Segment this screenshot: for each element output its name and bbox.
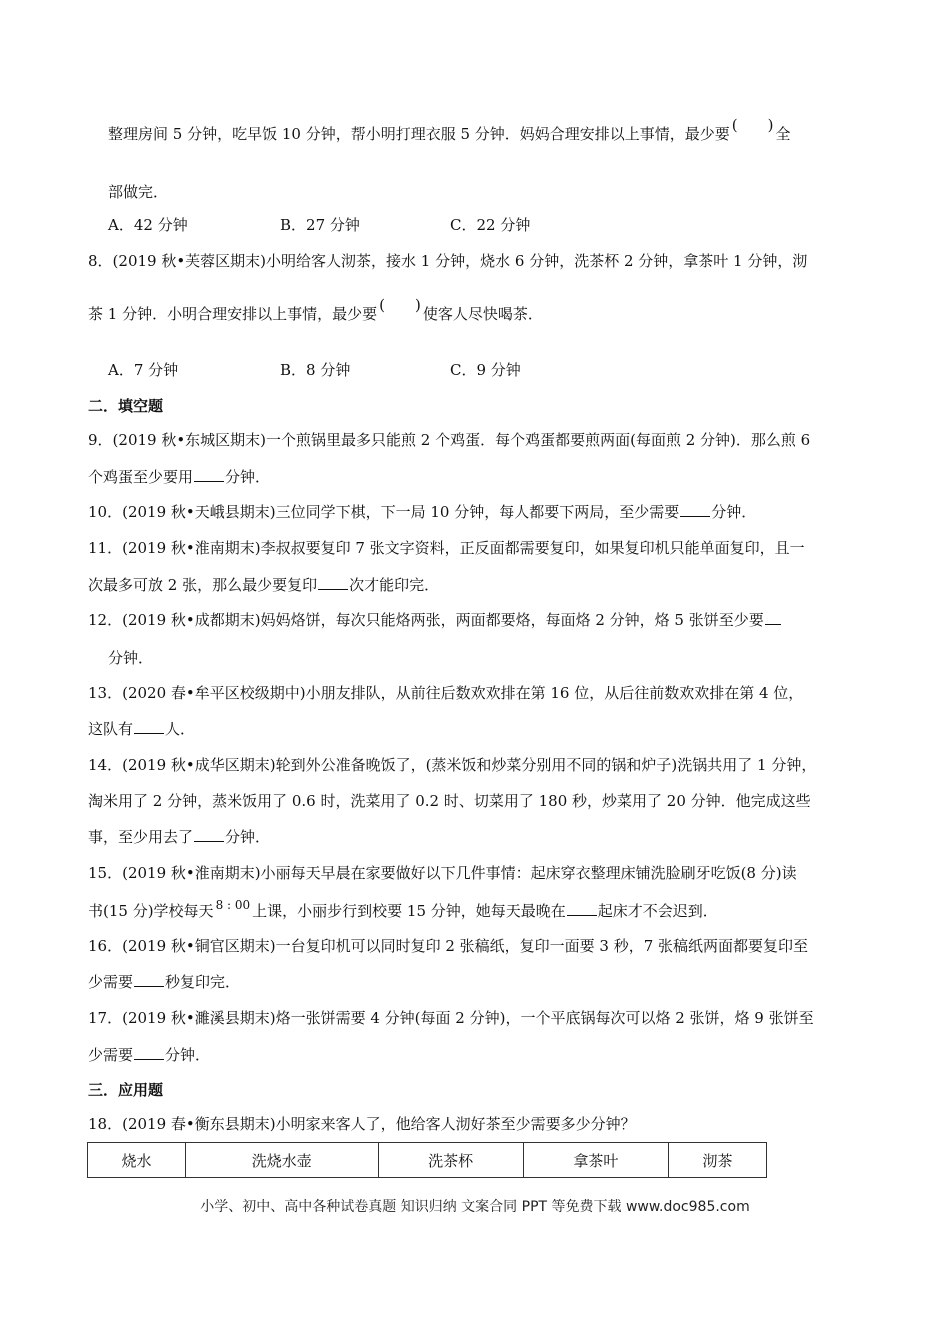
q16-text: 少需要 [88, 973, 134, 991]
q8-line1: 8．(2019 秋•芙蓉区期末)小明给客人沏茶，接水 1 分钟，烧水 6 分钟，洗茶杯 2 分钟，拿茶叶 1 分钟，沏 [88, 252, 808, 270]
q14-answer-blank[interactable] [194, 827, 224, 842]
q17-text: 少需要 [88, 1046, 134, 1064]
q7-option-c[interactable]: C．22 分钟 [450, 216, 531, 234]
page-footer: 小学、初中、高中各种试卷真题 知识归纳 文案合同 PPT 等免费下载 www.doc985.com [200, 1199, 750, 1215]
q7-text-end: 全 [775, 125, 791, 143]
q14-line3 [88, 827, 870, 847]
q7-option-a[interactable]: A．42 分钟 [108, 216, 188, 234]
q8-option-b[interactable]: B．8 分钟 [280, 361, 351, 379]
q8-answer-paren[interactable] [379, 295, 421, 315]
q18-task-table [87, 1142, 767, 1178]
q8-options [108, 360, 870, 380]
table-cell-wash-kettle: 洗烧水壶 [185, 1143, 378, 1178]
q8-option-c[interactable]: C．9 分钟 [450, 361, 521, 379]
table-cell-boil-water: 烧水 [88, 1143, 186, 1178]
section-fill-in: 二．填空题 [88, 397, 164, 415]
q7-paren-open: ( [731, 116, 738, 134]
q11-answer-blank[interactable] [318, 575, 348, 590]
q17-line1: 17．(2019 秋•濉溪县期末)烙一张饼需要 4 分钟(每面 2 分钟)，一个平底锅每次可以烙 2 张饼，烙 9 张饼至 [88, 1009, 814, 1027]
q9-line2 [88, 467, 870, 487]
q16-line1: 16．(2019 秋•铜官区期末)一台复印机可以同时复印 2 张稿纸，复印一面要 3 秒，7 张稿纸两面都要复印至 [88, 937, 809, 955]
q15-text-mid: 上课，小丽步行到校要 15 分钟，她每天最晚在 [252, 902, 566, 920]
q14-text-end: 分钟． [225, 828, 271, 846]
q12-text: 12．(2019 秋•成都期末)妈妈烙饼，每次只能烙两张，两面都要烙，每面烙 2 分钟，烙 5 张饼至少要 [88, 611, 764, 629]
q11-line2 [88, 575, 870, 595]
q15-text: 书(15 分)学校每天 [88, 902, 214, 920]
q10-text: 10．(2019 秋•天峨县期末)三位同学下棋，下一局 10 分钟，每人都要下两局，至少需要 [88, 503, 680, 521]
q8-line2 [88, 296, 870, 324]
q7-line1 [108, 116, 870, 144]
q16-text-end: 秒复印完． [165, 973, 241, 991]
q13-line1: 13．(2020 春•牟平区校级期中)小朋友排队，从前往后数欢欢排在第 16 位，从后往前数欢欢排在第 4 位， [88, 684, 804, 702]
q7-text: 整理房间 5 分钟，吃早饭 10 分钟，帮小明打理衣服 5 分钟．妈妈合理安排以上事情，最少要 [108, 125, 730, 143]
q12-line1 [88, 610, 870, 630]
q9-text: 个鸡蛋至少要用 [88, 468, 194, 486]
q8-paren-close: ) [414, 296, 421, 314]
q8-option-a[interactable]: A．7 分钟 [108, 361, 179, 379]
section-application: 三．应用题 [88, 1081, 164, 1099]
q13-answer-blank[interactable] [134, 719, 164, 734]
q10-text-end: 分钟． [711, 503, 757, 521]
q17-answer-blank[interactable] [134, 1045, 164, 1060]
q7-option-b[interactable]: B．27 分钟 [280, 216, 360, 234]
table-cell-wash-cups: 洗茶杯 [378, 1143, 523, 1178]
q16-line2 [88, 972, 870, 992]
q11-line1: 11．(2019 秋•淮南期末)李叔叔要复印 7 张文字资料，正反面都需要复印，如果复印机只能单面复印，且一 [88, 539, 805, 557]
q10-line [88, 502, 870, 522]
q8-text-end: 使客人尽快喝茶． [422, 305, 543, 323]
q13-text: 这队有 [88, 720, 134, 738]
q15-time-label: 8 : 00 [215, 898, 251, 912]
q11-text-end: 次才能印完． [349, 576, 440, 594]
q14-text: 事，至少用去了 [88, 828, 194, 846]
q9-line1: 9．(2019 秋•东城区期末)一个煎锅里最多只能煎 2 个鸡蛋．每个鸡蛋都要煎两面(每面煎 2 分钟)．那么煎 6 [88, 431, 811, 449]
q15-text-end: 起床才不会迟到． [597, 902, 718, 920]
q16-answer-blank[interactable] [134, 972, 164, 987]
q8-text: 茶 1 分钟．小明合理安排以上事情，最少要 [88, 305, 378, 323]
q11-text: 次最多可放 2 张，那么最少要复印 [88, 576, 318, 594]
table-cell-get-tea: 拿茶叶 [523, 1143, 668, 1178]
q9-text-end: 分钟． [225, 468, 271, 486]
q7-line2: 部做完． [108, 183, 169, 201]
q15-line1: 15．(2019 秋•淮南期末)小丽每天早晨在家要做好以下几件事情：起床穿衣整理床铺洗脸刷牙吃饭(8 分)读 [88, 864, 797, 882]
q15-answer-blank[interactable] [567, 901, 597, 916]
q18-line: 18．(2019 春•衡东县期末)小明家来客人了，他给客人沏好茶至少需要多少分钟？ [88, 1115, 636, 1133]
q13-line2 [88, 719, 870, 739]
q14-line1: 14．(2019 秋•成华区期末)轮到外公准备晚饭了，(蒸米饭和炒菜分别用不同的锅和炉子)洗锅共用了 1 分钟， [88, 756, 817, 774]
q12-line2: 分钟． [108, 649, 154, 667]
q17-text-end: 分钟． [165, 1046, 211, 1064]
q12-answer-blank[interactable] [765, 610, 781, 625]
q7-paren-close: ) [767, 116, 774, 134]
q15-line2 [88, 898, 870, 922]
q9-answer-blank[interactable] [194, 467, 224, 482]
q17-line2 [88, 1045, 870, 1065]
q8-paren-open: ( [379, 296, 385, 314]
q10-answer-blank[interactable] [680, 502, 710, 517]
q13-text-end: 人． [165, 720, 196, 738]
table-cell-make-tea: 沏茶 [669, 1143, 767, 1178]
q7-answer-paren[interactable] [732, 115, 774, 135]
table-row [88, 1143, 767, 1178]
q7-options [108, 215, 870, 235]
q14-line2: 淘米用了 2 分钟，蒸米饭用了 0.6 时，洗菜用了 0.2 时、切菜用了 180 秒，炒菜用了 20 分钟．他完成这些 [88, 792, 811, 810]
